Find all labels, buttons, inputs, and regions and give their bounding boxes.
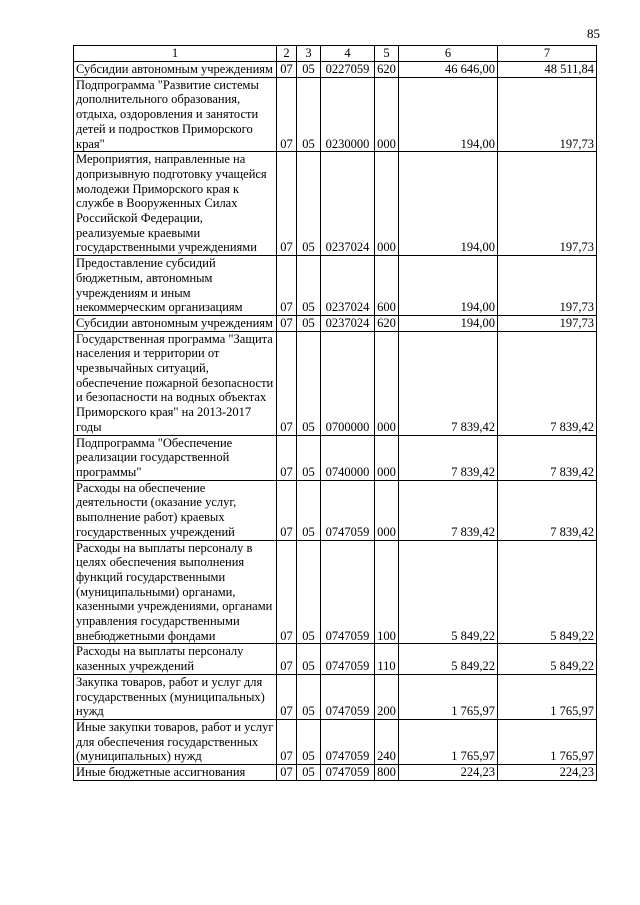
expense-type-code: 110	[375, 644, 399, 674]
section-code: 07	[277, 315, 297, 331]
header-cell: 3	[297, 46, 321, 62]
amount-col7: 5 849,22	[498, 644, 597, 674]
expense-type-code: 600	[375, 256, 399, 316]
header-cell: 2	[277, 46, 297, 62]
header-cell: 5	[375, 46, 399, 62]
section-code: 07	[277, 435, 297, 480]
section-code: 07	[277, 77, 297, 152]
table-row	[74, 256, 597, 316]
amount-col7: 197,73	[498, 77, 597, 152]
item-name: Закупка товаров, работ и услуг для государственных (муниципальных) нужд	[74, 674, 277, 719]
subsection-code: 05	[297, 315, 321, 331]
header-cell: 6	[399, 46, 498, 62]
table-row	[74, 331, 597, 435]
table-row	[74, 674, 597, 719]
item-name: Расходы на выплаты персоналу в целях обеспечения выполнения функций государственными (муниципальными) органами, казенными учреждениями, органами управления государственными внебюджетными фондами	[74, 540, 277, 644]
table-row	[74, 62, 597, 78]
table-row	[74, 315, 597, 331]
item-name: Предоставление субсидий бюджетным, автономным учреждениям и иным некоммерческим организациям	[74, 256, 277, 316]
table-row	[74, 435, 597, 480]
subsection-code: 05	[297, 719, 321, 764]
amount-col6: 7 839,42	[399, 480, 498, 540]
expense-type-code: 620	[375, 62, 399, 78]
amount-col6: 7 839,42	[399, 331, 498, 435]
target-article-code: 0237024	[321, 315, 375, 331]
item-name: Подпрограмма "Обеспечение реализации государственной программы"	[74, 435, 277, 480]
expense-type-code: 000	[375, 331, 399, 435]
item-name: Расходы на обеспечение деятельности (оказание услуг, выполнение работ) краевых государственных учреждений	[74, 480, 277, 540]
amount-col6: 5 849,22	[399, 644, 498, 674]
amount-col6: 224,23	[399, 765, 498, 781]
target-article-code: 0747059	[321, 540, 375, 644]
amount-col7: 5 849,22	[498, 540, 597, 644]
section-code: 07	[277, 256, 297, 316]
subsection-code: 05	[297, 435, 321, 480]
section-code: 07	[277, 480, 297, 540]
subsection-code: 05	[297, 480, 321, 540]
section-code: 07	[277, 644, 297, 674]
amount-col7: 197,73	[498, 152, 597, 256]
table-row	[74, 719, 597, 764]
header-row	[74, 46, 597, 62]
table-row	[74, 77, 597, 152]
item-name: Расходы на выплаты персоналу казенных учреждений	[74, 644, 277, 674]
table-row	[74, 765, 597, 781]
target-article-code: 0227059	[321, 62, 375, 78]
amount-col6: 194,00	[399, 256, 498, 316]
subsection-code: 05	[297, 62, 321, 78]
section-code: 07	[277, 765, 297, 781]
item-name: Государственная программа "Защита населения и территории от чрезвычайных ситуаций, обеспечение пожарной безопасности и безопасности на водных объектах Приморского края" на 2013-2017 годы	[74, 331, 277, 435]
amount-col6: 7 839,42	[399, 435, 498, 480]
expense-type-code: 100	[375, 540, 399, 644]
expense-type-code: 000	[375, 77, 399, 152]
amount-col6: 194,00	[399, 152, 498, 256]
budget-table	[73, 45, 597, 781]
expense-type-code: 200	[375, 674, 399, 719]
expense-type-code: 620	[375, 315, 399, 331]
item-name: Иные бюджетные ассигнования	[74, 765, 277, 781]
amount-col6: 194,00	[399, 77, 498, 152]
expense-type-code: 000	[375, 480, 399, 540]
item-name: Подпрограмма "Развитие системы дополнительного образования, отдыха, оздоровления и занятости детей и подростков Приморского края"	[74, 77, 277, 152]
amount-col6: 194,00	[399, 315, 498, 331]
subsection-code: 05	[297, 152, 321, 256]
subsection-code: 05	[297, 256, 321, 316]
expense-type-code: 800	[375, 765, 399, 781]
target-article-code: 0747059	[321, 644, 375, 674]
amount-col7: 7 839,42	[498, 331, 597, 435]
page-number: 85	[587, 26, 600, 41]
amount-col7: 7 839,42	[498, 480, 597, 540]
section-code: 07	[277, 540, 297, 644]
expense-type-code: 000	[375, 435, 399, 480]
item-name: Субсидии автономным учреждениям	[74, 62, 277, 78]
subsection-code: 05	[297, 77, 321, 152]
subsection-code: 05	[297, 644, 321, 674]
amount-col7: 224,23	[498, 765, 597, 781]
section-code: 07	[277, 152, 297, 256]
header-cell: 7	[498, 46, 597, 62]
subsection-code: 05	[297, 331, 321, 435]
amount-col7: 1 765,97	[498, 674, 597, 719]
table-row	[74, 540, 597, 644]
section-code: 07	[277, 719, 297, 764]
target-article-code: 0230000	[321, 77, 375, 152]
target-article-code: 0747059	[321, 765, 375, 781]
target-article-code: 0747059	[321, 480, 375, 540]
header-cell: 1	[74, 46, 277, 62]
item-name: Мероприятия, направленные на допризывную подготовку учащейся молодежи Приморского края к службе в Вооруженных Силах Российской Федерации, реализуемые краевыми государственными учреждениями	[74, 152, 277, 256]
expense-type-code: 000	[375, 152, 399, 256]
section-code: 07	[277, 62, 297, 78]
target-article-code: 0237024	[321, 256, 375, 316]
target-article-code: 0747059	[321, 719, 375, 764]
target-article-code: 0740000	[321, 435, 375, 480]
amount-col6: 1 765,97	[399, 674, 498, 719]
amount-col7: 7 839,42	[498, 435, 597, 480]
amount-col6: 1 765,97	[399, 719, 498, 764]
item-name: Субсидии автономным учреждениям	[74, 315, 277, 331]
amount-col6: 46 646,00	[399, 62, 498, 78]
amount-col6: 5 849,22	[399, 540, 498, 644]
table-row	[74, 480, 597, 540]
subsection-code: 05	[297, 540, 321, 644]
section-code: 07	[277, 674, 297, 719]
amount-col7: 197,73	[498, 256, 597, 316]
amount-col7: 197,73	[498, 315, 597, 331]
item-name: Иные закупки товаров, работ и услуг для обеспечения государственных (муниципальных) нужд	[74, 719, 277, 764]
amount-col7: 1 765,97	[498, 719, 597, 764]
amount-col7: 48 511,84	[498, 62, 597, 78]
table-row	[74, 152, 597, 256]
section-code: 07	[277, 331, 297, 435]
table-row	[74, 644, 597, 674]
subsection-code: 05	[297, 765, 321, 781]
target-article-code: 0237024	[321, 152, 375, 256]
header-cell: 4	[321, 46, 375, 62]
expense-type-code: 240	[375, 719, 399, 764]
target-article-code: 0700000	[321, 331, 375, 435]
subsection-code: 05	[297, 674, 321, 719]
target-article-code: 0747059	[321, 674, 375, 719]
